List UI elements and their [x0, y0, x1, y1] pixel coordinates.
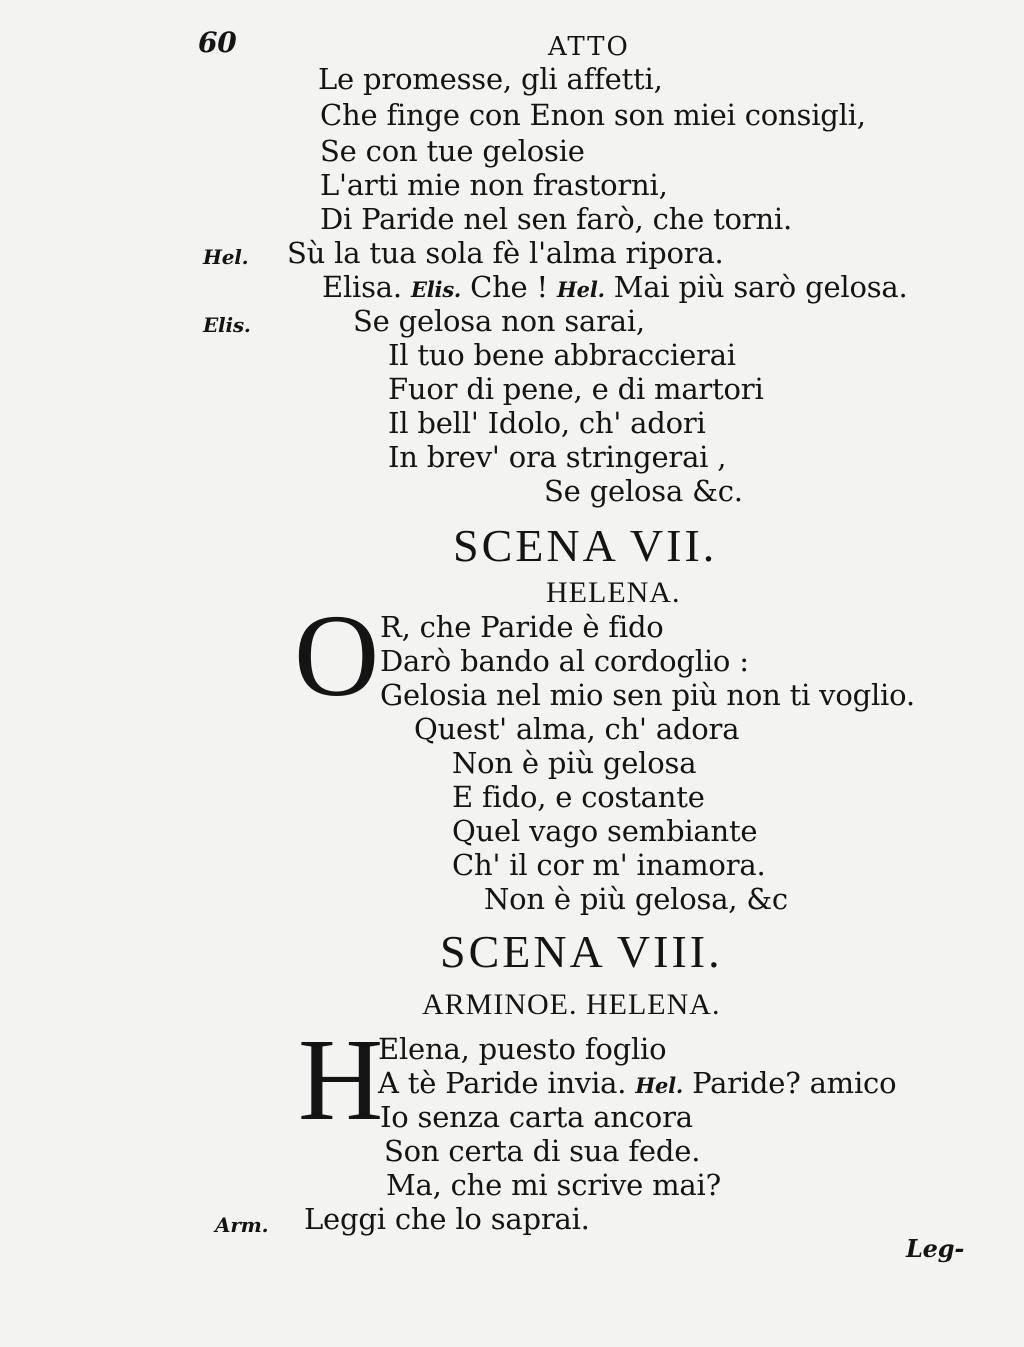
verse-refrain: Se gelosa &c.	[544, 474, 743, 508]
dialogue-text: Elisa.	[322, 270, 402, 304]
dialogue-exchange	[322, 270, 908, 307]
speaker-label-inline: Hel.	[557, 277, 605, 302]
verse-line: Non è più gelosa	[452, 746, 697, 780]
dialogue-text: Paride? amico	[692, 1066, 897, 1100]
speaker-label-hel: Hel.	[203, 245, 249, 269]
dialogue-text: Che !	[470, 270, 548, 304]
speaker-label-inline: Hel.	[635, 1073, 684, 1098]
verse-line: Ch' il cor m' inamora.	[452, 848, 766, 882]
verse-line: Io senza carta ancora	[380, 1100, 693, 1134]
verse-line: Elena, puesto foglio	[378, 1032, 667, 1066]
verse-line: Gelosia nel mio sen più non ti voglio.	[380, 678, 915, 712]
verse-line: Quest' alma, ch' adora	[414, 712, 740, 746]
catchword: Leg-	[906, 1234, 965, 1263]
verse-line: Quel vago sembiante	[452, 814, 758, 848]
verse-line: R, che Paride è fido	[380, 610, 664, 644]
page-number: 60	[198, 26, 237, 59]
verse-line: L'arti mie non frastorni,	[320, 168, 668, 202]
verse-line: Sù la tua sola fè l'alma ripora.	[287, 236, 724, 270]
dialogue-text: A tè Paride invia.	[378, 1066, 627, 1100]
running-title: ATTO	[548, 32, 630, 62]
verse-line: Ma, che mi scrive mai?	[386, 1168, 721, 1202]
verse-line: Se gelosa non sarai,	[353, 304, 645, 338]
verse-line: Leggi che lo saprai.	[304, 1202, 590, 1236]
scene-characters: ARMINOE. HELENA.	[422, 988, 721, 1021]
verse-line: Di Paride nel sen farò, che torni.	[320, 202, 793, 236]
verse-line: In brev' ora stringerai ,	[388, 440, 727, 474]
dialogue-exchange	[378, 1066, 896, 1103]
scene-heading: SCENA VII.	[453, 520, 718, 571]
drop-capital: H	[298, 1014, 384, 1145]
drop-capital: O	[294, 590, 380, 721]
speaker-label-elis: Elis.	[203, 313, 251, 337]
verse-line: Le promesse, gli affetti,	[318, 62, 663, 96]
verse-line: E fido, e costante	[452, 780, 705, 814]
verse-line: Il tuo bene abbraccierai	[388, 338, 736, 372]
speaker-label-arm: Arm.	[215, 1213, 269, 1237]
verse-refrain: Non è più gelosa, &c	[484, 882, 788, 916]
verse-line: Son certa di sua fede.	[384, 1134, 701, 1168]
verse-line: Darò bando al cordoglio :	[380, 644, 749, 678]
dialogue-text: Mai più sarò gelosa.	[613, 270, 908, 304]
speaker-label-inline: Elis.	[410, 277, 462, 302]
scene-heading: SCENA VIII.	[440, 926, 723, 977]
verse-line: Se con tue gelosie	[320, 134, 585, 168]
scene-characters: HELENA.	[546, 576, 681, 609]
verse-line: Il bell' Idolo, ch' adori	[388, 406, 706, 440]
verse-line: Che finge con Enon son miei consigli,	[320, 98, 866, 132]
verse-line: Fuor di pene, e di martori	[388, 372, 764, 406]
